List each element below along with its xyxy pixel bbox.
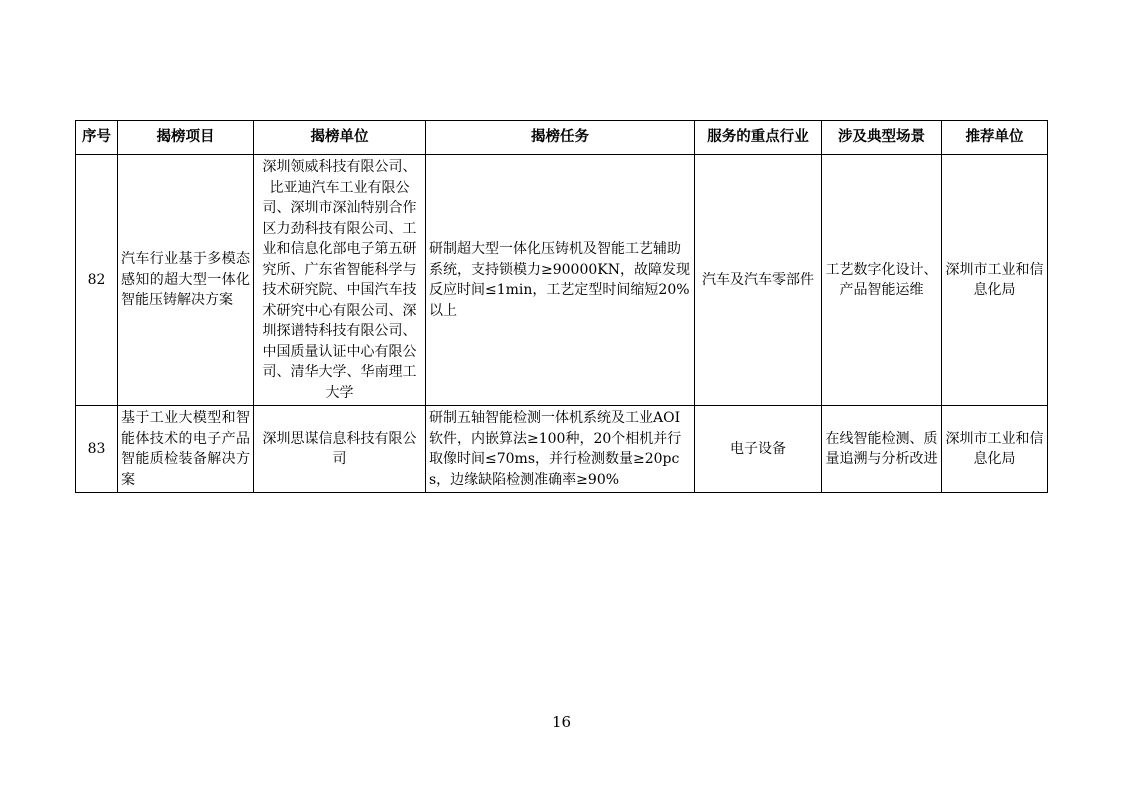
cell-units: 深圳思谋信息科技有限公司 [254, 406, 426, 493]
cell-task: 研制超大型一体化压铸机及智能工艺辅助系统，支持锁模力≥90000KN，故障发现反应时间≤1min，工艺定型时间缩短20%以上 [426, 155, 695, 406]
header-units: 揭榜单位 [254, 121, 426, 155]
header-no: 序号 [76, 121, 118, 155]
cell-recommender: 深圳市工业和信息化局 [942, 155, 1048, 406]
cell-industry: 汽车及汽车零部件 [695, 155, 822, 406]
cell-project: 基于工业大模型和智能体技术的电子产品智能质检装备解决方案 [118, 406, 254, 493]
cell-units: 深圳领威科技有限公司、比亚迪汽车工业有限公司、深圳市深汕特别合作区力劲科技有限公司、工业和信息化部电子第五研究所、广东省智能科学与技术研究院、中国汽车技术研究中心有限公司、深圳探谱特科技有限公司、中国质量认证中心有限公司、清华大学、华南理工大学 [254, 155, 426, 406]
cell-recommender: 深圳市工业和信息化局 [942, 406, 1048, 493]
header-recommender: 推荐单位 [942, 121, 1048, 155]
cell-scenario: 在线智能检测、质量追溯与分析改进 [822, 406, 942, 493]
project-table [75, 120, 1048, 493]
header-task: 揭榜任务 [426, 121, 695, 155]
header-project: 揭榜项目 [118, 121, 254, 155]
table-row [76, 406, 1048, 493]
cell-task: 研制五轴智能检测一体机系统及工业AOI软件，内嵌算法≥100种，20个相机并行取像时间≤70ms，并行检测数量≥20pcs，边缘缺陷检测准确率≥90% [426, 406, 695, 493]
cell-no: 83 [76, 406, 118, 493]
cell-project: 汽车行业基于多模态感知的超大型一体化智能压铸解决方案 [118, 155, 254, 406]
cell-scenario: 工艺数字化设计、产品智能运维 [822, 155, 942, 406]
header-industry: 服务的重点行业 [695, 121, 822, 155]
cell-no: 82 [76, 155, 118, 406]
header-scenario: 涉及典型场景 [822, 121, 942, 155]
cell-industry: 电子设备 [695, 406, 822, 493]
table-row [76, 155, 1048, 406]
page-number: 16 [551, 713, 572, 731]
table-header-row [76, 121, 1048, 155]
